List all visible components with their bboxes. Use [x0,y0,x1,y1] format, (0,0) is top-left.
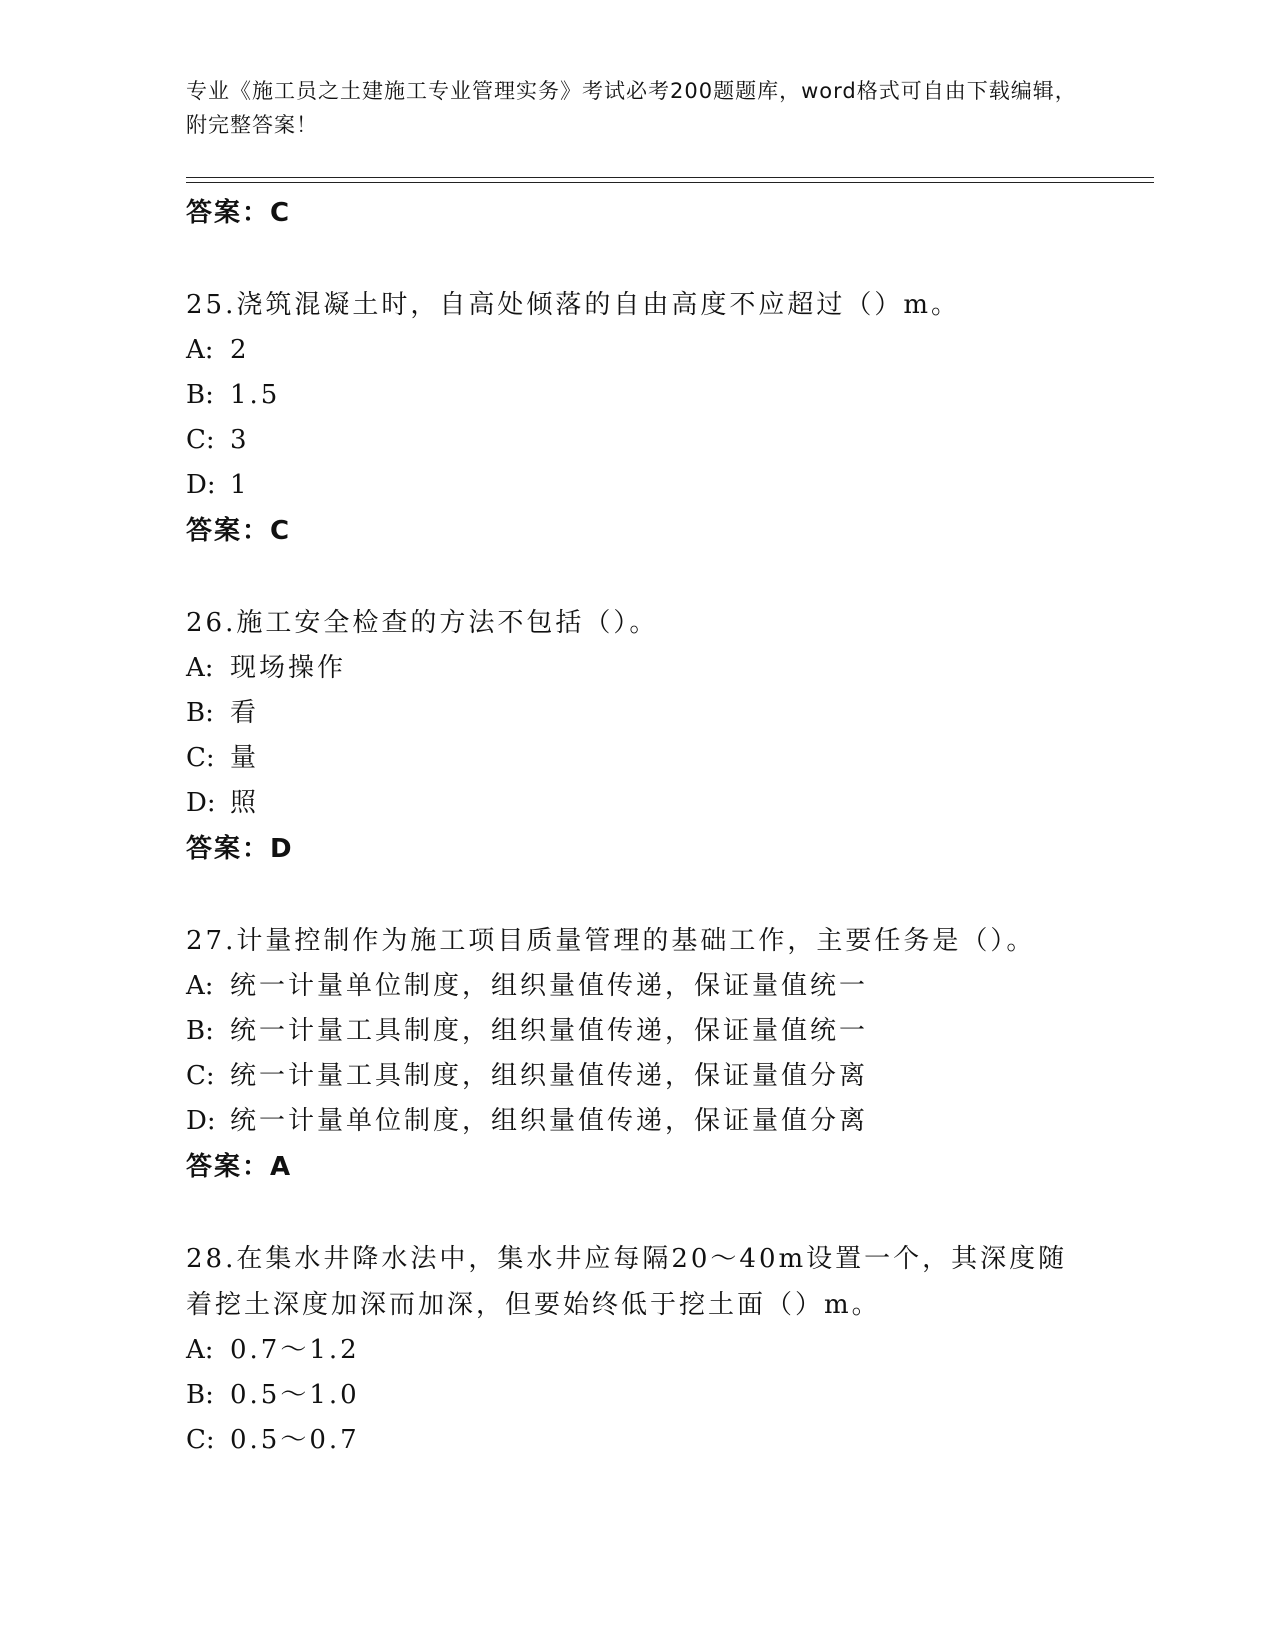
option-letter: A: [186,971,214,1001]
option-text: 现场操作 [230,653,347,683]
option-b [186,1009,1154,1054]
option-a [186,646,1154,691]
option-a [186,1328,1154,1373]
answer-value: C [270,198,290,228]
option-text: 看 [230,698,260,728]
answer-line [186,1144,1154,1190]
option-d [186,1099,1154,1144]
question-text: 26.施工安全检查的方法不包括（）。 [186,608,659,638]
option-a [186,964,1154,1009]
option-c [186,1418,1154,1463]
option-letter: A: [186,653,214,683]
option-letter: A: [186,1335,214,1365]
option-text: 统一计量单位制度，组织量值传递，保证量值分离 [230,1106,869,1136]
answer-line [186,826,1154,872]
option-text: 3 [230,425,250,455]
option-letter: C: [186,425,215,455]
header-rule-top [186,177,1154,178]
option-text: 0.5～0.7 [230,1425,360,1455]
option-letter: D: [186,1106,216,1136]
option-c [186,418,1154,463]
option-letter: B: [186,698,214,728]
header-rule-bottom [186,182,1154,183]
option-c [186,1054,1154,1099]
option-text: 0.5～1.0 [230,1380,360,1410]
option-text: 统一计量工具制度，组织量值传递，保证量值分离 [230,1061,869,1091]
answer-value: D [270,834,292,864]
answer-label: 答案： [186,1152,271,1182]
option-a [186,328,1154,373]
question-text: 28.在集水井降水法中，集水井应每隔20～40m设置一个，其深度随着挖土深度加深而加深，但要始终低于挖土面（）m。 [186,1244,1068,1320]
question-text: 27.计量控制作为施工项目质量管理的基础工作，主要任务是（）。 [186,926,1036,956]
option-b [186,691,1154,736]
option-text: 统一计量工具制度，组织量值传递，保证量值统一 [230,1016,869,1046]
option-letter: C: [186,1425,215,1455]
question-25 [186,282,1154,554]
question-26 [186,600,1154,872]
option-letter: C: [186,743,215,773]
option-d [186,781,1154,826]
answer-value: A [270,1152,291,1182]
option-text: 量 [230,743,260,773]
option-text: 统一计量单位制度，组织量值传递，保证量值统一 [230,971,869,1001]
question-text: 25.浇筑混凝土时，自高处倾落的自由高度不应超过（）m。 [186,290,961,320]
question-28 [186,1236,1154,1463]
option-letter: B: [186,1380,214,1410]
option-b [186,1373,1154,1418]
document-header: 专业《施工员之土建施工专业管理实务》考试必考200题题库，word格式可自由下载编辑，附完整答案！ [186,79,1077,137]
option-letter: C: [186,1061,215,1091]
answer-line [186,190,1154,236]
option-c [186,736,1154,781]
option-text: 照 [230,788,260,818]
answer-label: 答案： [186,516,271,546]
option-text: 1 [230,470,250,500]
answer-value: C [270,516,290,546]
option-b [186,373,1154,418]
option-text: 1.5 [230,380,281,410]
option-text: 0.7～1.2 [230,1335,360,1365]
question-list [186,190,1154,1463]
answer-line [186,508,1154,554]
option-d [186,463,1154,508]
option-letter: B: [186,380,214,410]
question-27 [186,918,1154,1190]
answer-label: 答案： [186,198,271,228]
option-letter: D: [186,788,216,818]
option-text: 2 [230,335,250,365]
option-letter: A: [186,335,214,365]
option-letter: D: [186,470,216,500]
option-letter: B: [186,1016,214,1046]
answer-label: 答案： [186,834,271,864]
